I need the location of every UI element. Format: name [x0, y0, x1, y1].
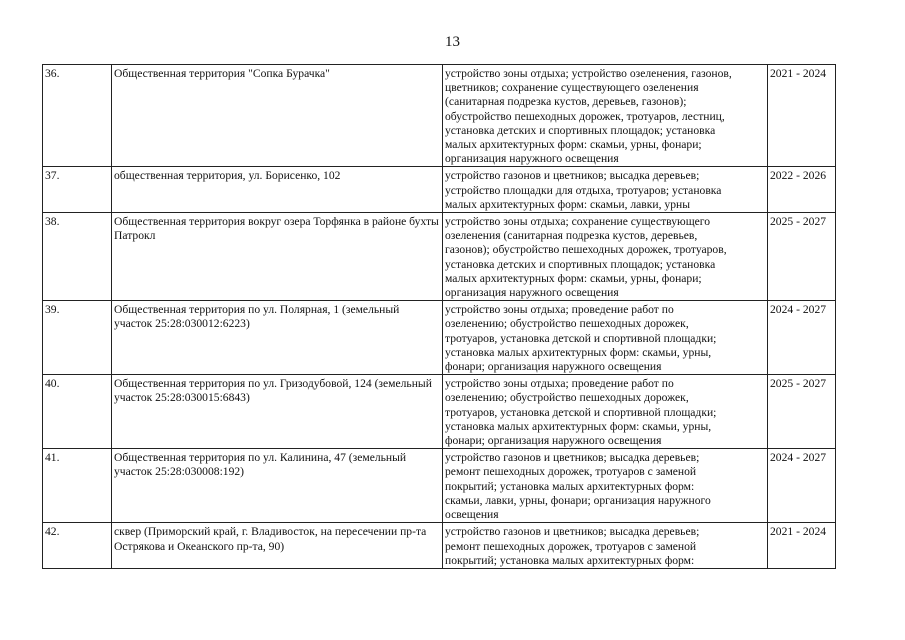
- works-description: [443, 375, 768, 449]
- works-line: озеленению; обустройство пешеходных дорожек,: [445, 317, 689, 331]
- works-line: устройство газонов и цветников; высадка деревьев;: [445, 451, 700, 465]
- territory-name: Общественная территория по ул. Калинина, 47 (земельный участок 25:28:030008:192): [112, 449, 443, 523]
- works-line: малых архитектурных форм: скамьи, урны, фонари;: [445, 271, 702, 285]
- works-line: ремонт пешеходных дорожек, тротуаров с заменой: [445, 465, 697, 479]
- implementation-period: 2021 - 2024: [768, 65, 836, 167]
- works-line: (санитарная подрезка кустов, деревьев, газонов);: [445, 95, 687, 109]
- table-row: [43, 213, 836, 301]
- implementation-period: 2024 - 2027: [768, 301, 836, 375]
- table-row: [43, 301, 836, 375]
- works-description: [443, 167, 768, 213]
- implementation-period: 2024 - 2027: [768, 449, 836, 523]
- works-line: установка малых архитектурных форм: скамьи, урны,: [445, 345, 712, 359]
- territory-name: общественная территория, ул. Борисенко, 102: [112, 167, 443, 213]
- implementation-period: 2025 - 2027: [768, 213, 836, 301]
- works-line: тротуаров, установка детской и спортивной площадки;: [445, 405, 717, 419]
- territory-name: Общественная территория по ул. Гризодубовой, 124 (земельный участок 25:28:030015:6843): [112, 375, 443, 449]
- table-row: [43, 523, 836, 569]
- works-line: покрытий; установка малых архитектурных форм:: [445, 553, 695, 567]
- territory-name: сквер (Приморский край, г. Владивосток, на пересечении пр-та Острякова и Океанского пр-та, 90): [112, 523, 443, 569]
- table-row: [43, 167, 836, 213]
- works-description: [443, 523, 768, 569]
- territory-table: [42, 64, 836, 569]
- row-number: 38.: [43, 213, 112, 301]
- works-description: [443, 213, 768, 301]
- works-line: устройство зоны отдыха; проведение работ по: [445, 377, 674, 391]
- table-row: [43, 449, 836, 523]
- works-line: цветников; сохранение существующего озеленения: [445, 81, 699, 95]
- works-line: организация наружного освещения: [445, 152, 619, 166]
- works-line: установка детских и спортивных площадок; установка: [445, 257, 716, 271]
- row-number: 39.: [43, 301, 112, 375]
- works-line: устройство газонов и цветников; высадка деревьев;: [445, 169, 700, 183]
- row-number: 41.: [43, 449, 112, 523]
- works-line: скамьи, лавки, урны, фонари; организация наружного: [445, 493, 711, 507]
- table-row: [43, 65, 836, 167]
- works-line: устройство зоны отдыха; сохранение существующего: [445, 215, 711, 229]
- row-number: 42.: [43, 523, 112, 569]
- works-line: озеленения (санитарная подрезка кустов, деревьев,: [445, 229, 698, 243]
- works-line: фонари; организация наружного освещения: [445, 360, 662, 374]
- works-line: озеленению; обустройство пешеходных дорожек,: [445, 391, 689, 405]
- row-number: 40.: [43, 375, 112, 449]
- works-description: [443, 65, 768, 167]
- works-line: освещения: [445, 508, 499, 522]
- page-number: 13: [445, 34, 460, 50]
- works-line: тротуаров, установка детской и спортивной площадки;: [445, 331, 717, 345]
- works-line: установка детских и спортивных площадок; установка: [445, 123, 716, 137]
- table-row: [43, 375, 836, 449]
- works-line: покрытий; установка малых архитектурных форм:: [445, 479, 695, 493]
- works-line: малых архитектурных форм: скамьи, лавки, урны: [445, 197, 690, 211]
- works-description: [443, 449, 768, 523]
- works-line: установка малых архитектурных форм: скамьи, урны,: [445, 419, 712, 433]
- table-body: [43, 65, 836, 569]
- works-line: ремонт пешеходных дорожек, тротуаров с заменой: [445, 539, 697, 553]
- works-line: малых архитектурных форм: скамьи, урны, фонари;: [445, 138, 702, 152]
- implementation-period: 2025 - 2027: [768, 375, 836, 449]
- works-description: [443, 301, 768, 375]
- territory-name: Общественная территория вокруг озера Торфянка в районе бухты Патрокл: [112, 213, 443, 301]
- works-line: устройство площадки для отдыха, тротуаров; установка: [445, 183, 722, 197]
- implementation-period: 2021 - 2024: [768, 523, 836, 569]
- works-line: устройство зоны отдыха; проведение работ по: [445, 303, 674, 317]
- works-line: обустройство пешеходных дорожек, тротуаров, лестниц,: [445, 109, 725, 123]
- row-number: 36.: [43, 65, 112, 167]
- works-line: устройство зоны отдыха; устройство озеленения, газонов,: [445, 67, 732, 80]
- row-number: 37.: [43, 167, 112, 213]
- works-line: организация наружного освещения: [445, 286, 619, 300]
- works-line: газонов); обустройство пешеходных дорожек, тротуаров,: [445, 243, 727, 257]
- works-line: фонари; организация наружного освещения: [445, 434, 662, 448]
- implementation-period: 2022 - 2026: [768, 167, 836, 213]
- territory-name: Общественная территория по ул. Полярная, 1 (земельный участок 25:28:030012:6223): [112, 301, 443, 375]
- works-line: устройство газонов и цветников; высадка деревьев;: [445, 525, 700, 539]
- territory-name: Общественная территория "Сопка Бурачка": [112, 65, 443, 167]
